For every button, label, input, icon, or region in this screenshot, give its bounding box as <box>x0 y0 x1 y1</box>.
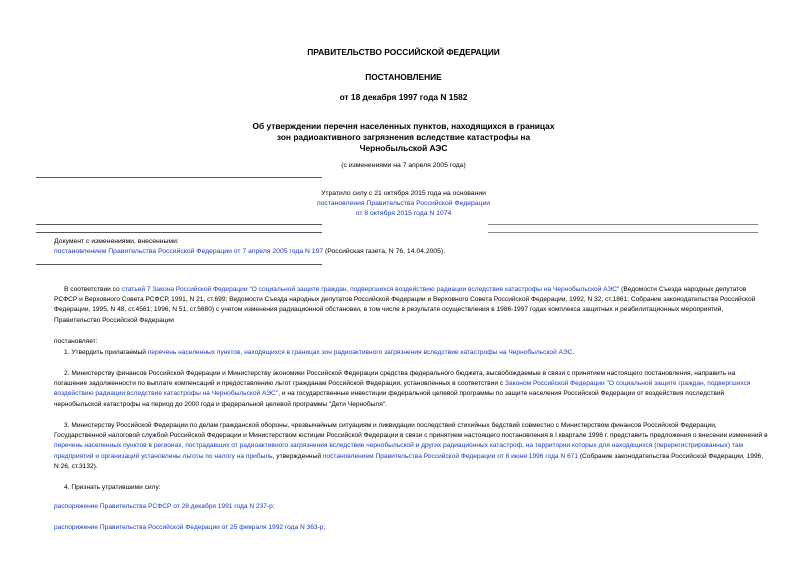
amending-decree-link[interactable]: постановлением Правительства Российской Федерации от 7 апреля 2005 года N 197 <box>54 248 324 255</box>
social-protection-law-link[interactable]: Законом Российской Федерации "О социальной защите граждан, подвергшихся воздействию радиации вследствие катастрофы на Чернобыльской АЭС" <box>54 380 751 398</box>
title-line-2: зон радиоактивного загрязнения вследствие катастрофы на <box>276 132 531 142</box>
item-2 <box>54 369 769 410</box>
divider <box>36 177 322 178</box>
amending-decree-source: (Российская газета, N 76, 14.04.2005). <box>323 248 446 255</box>
item-text: , и на государственные инвестиции федеральной целевой программы по защите населения Российской Федерации от воздействия последствий чернобыльской катастрофы на период до 2000 года и федеральной целевой программы "Дети Чернобыля". <box>54 390 725 408</box>
repeal-notice <box>0 189 807 219</box>
settlements-list-link[interactable]: перечень населенных пунктов, находящихся в границах зон радиоактивного загрязнения вследствие катастрофы на Чернобыльской АЭС <box>147 349 573 356</box>
changes-box <box>54 237 514 257</box>
divider <box>36 264 322 265</box>
order-237-r-link[interactable]: распоряжение Правительства РСФСР от 28 декабря 1991 года N 237-р; <box>54 503 275 510</box>
item-text: 2. Министерству финансов Российской Федерации и Министерству экономики Российской Федерации средства федерального бюджета, высвобождаемые в связи с принятием настоящего постановления, направить на погашение задолженности по выплате компенсаций и предоставлению льгот гражданам Российской Федерации, установленных в соответствии с <box>54 370 736 388</box>
decides-word: постановляет: <box>54 338 98 345</box>
document-type: ПОСТАНОВЛЕНИЕ <box>365 72 442 82</box>
decree-671-link[interactable]: постановлением Правительства Российской Федерации от 8 июня 1996 года N 671 <box>322 452 579 460</box>
divider <box>36 224 322 225</box>
order-363-r-link[interactable]: распоряжение Правительства Российской Федерации от 25 февраля 1992 года N 363-р; <box>54 524 326 531</box>
title-line-1: Об утверждении перечня населенных пунктов, находящихся в границах <box>252 121 555 131</box>
divider <box>488 232 758 233</box>
document-date-number: от 18 декабря 1997 года N 1582 <box>339 92 468 102</box>
item-4: 4. Признать утратившими силу: <box>64 484 161 491</box>
government-name: ПРАВИТЕЛЬСТВО РОССИЙСКОЙ ФЕДЕРАЦИИ <box>307 47 500 57</box>
item-3 <box>54 421 769 472</box>
divider <box>488 224 758 225</box>
preamble-text: В соответствии со <box>64 286 122 293</box>
repealed-order-2 <box>54 523 325 533</box>
item-1 <box>54 348 769 358</box>
repeal-decree-link[interactable]: постановления Правительства Российской Федерации <box>316 200 491 207</box>
tax-benefit-settlements-link[interactable]: перечень населенных пунктов в регионах, пострадавших от радиоактивного загрязнения вследствие чернобыльской и других радиационных катастроф, на территории которых для находящихся (перерегистрированных) там предприятий и организаций установлены льготы по налогу на прибыль <box>54 442 744 460</box>
item-text: (Собрание законодательства Российской Федерации, 1996, N 26, ст.3132). <box>54 452 764 470</box>
repeal-decree-date-link[interactable]: от 8 октября 2015 года N 1074 <box>355 210 452 217</box>
repealed-order-1 <box>54 502 275 512</box>
amendments-note: (с изменениями на 7 апреля 2005 года) <box>341 162 466 169</box>
item-text: 1. Утвердить прилагаемый <box>64 349 148 356</box>
divider <box>36 232 322 233</box>
item-text: 3. Министерству Российской Федерации по делам гражданской обороны, чрезвычайным ситуациям и ликвидации последствий стихийных бедствий совместно с Министерством финансов Российской Федерации, Государственной налоговой службой Российской Федерации и Министерством юстиции Российской Федерации в связи с принятием настоящего постановления в I квартале 1998 г. представить предложения о внесении изменений в <box>54 422 768 440</box>
document-title <box>0 121 807 154</box>
preamble <box>54 285 769 326</box>
title-line-3: Чернобыльской АЭС <box>359 143 448 153</box>
item-text: . <box>572 349 575 356</box>
law-article-7-link[interactable]: статьей 7 Закона Российской Федерации "О социальной защите граждан, подвергшихся воздействию радиации вследствие катастрофы на Чернобыльской АЭС" <box>121 286 620 293</box>
preamble-text: (Ведомости Съезда народных депутатов РСФСР и Верховного Совета РСФСР, 1991, N 21, ст.699; Ведомости Съезда народных депутатов Российской Федерации и Верховного Совета Российской Федерации, 1992, N 32, ст.1861; Собрание законодательства Российской Федерации, 1995, N 48, ст.4561; 1996, N 51, ст.5680) с учетом изменения радиационной обстановки, в том числе в результате осуществления в 1986-1997 годах комплекса защитных и реабилитационных мероприятий, Правительство Российской Федерации <box>54 286 756 324</box>
changes-label: Документ с изменениями, внесенными: <box>54 238 179 245</box>
item-text: , утвержденный <box>272 452 323 460</box>
repeal-text: Утратило силу с 21 октября 2015 года на основании <box>321 190 486 197</box>
